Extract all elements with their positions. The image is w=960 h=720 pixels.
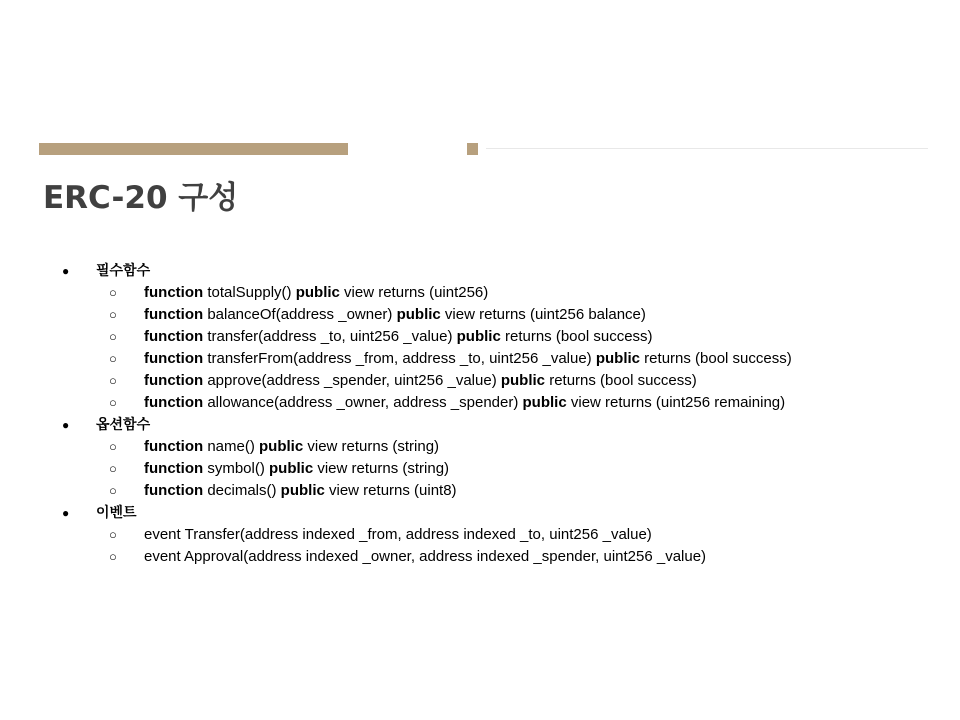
signature-text (144, 304, 646, 326)
sub-bullet-item (0, 282, 960, 304)
hollow-bullet-icon: ○ (109, 439, 117, 454)
accent-bar (39, 143, 348, 155)
code-text: transferFrom(address _from, address _to, uint256 _value) (203, 350, 596, 367)
signature-text (144, 436, 439, 458)
code-text: view returns (string) (303, 438, 440, 455)
keyword-text: function (144, 306, 204, 323)
code-text: view returns (uint8) (324, 482, 457, 499)
keyword-text: public (280, 482, 325, 499)
keyword-text: function (144, 482, 204, 499)
filled-bullet-icon: ● (62, 506, 70, 520)
hollow-bullet-icon: ○ (109, 461, 117, 476)
hollow-bullet-icon: ○ (109, 307, 117, 322)
sub-bullet-item (0, 546, 960, 568)
code-text: returns (bool success) (640, 350, 792, 367)
code-text: returns (bool success) (545, 372, 697, 389)
sub-bullet-item (0, 304, 960, 326)
keyword-text: public (456, 328, 501, 345)
signature-text (144, 546, 706, 568)
keyword-text: public (522, 394, 567, 411)
code-text: event Transfer(address indexed _from, address indexed _to, uint256 _value) (144, 526, 652, 543)
sub-bullet-item (0, 326, 960, 348)
hollow-bullet-icon: ○ (109, 549, 117, 564)
signature-text (144, 370, 697, 392)
hollow-bullet-icon: ○ (109, 395, 117, 410)
signature-text (144, 480, 457, 502)
keyword-text: public (396, 306, 441, 323)
keyword-text: public (500, 372, 546, 389)
bullet-heading: 필수함수 (96, 263, 151, 279)
hollow-bullet-icon: ○ (109, 483, 117, 498)
keyword-text: function (144, 394, 204, 411)
signature-text (144, 392, 785, 414)
code-text: event Approval(address indexed _owner, address indexed _spender, uint256 _value) (144, 548, 707, 565)
signature-text (144, 348, 792, 370)
accent-divider-line (486, 148, 928, 149)
code-text: transfer(address _to, uint256 _value) (203, 328, 457, 345)
hollow-bullet-icon: ○ (109, 351, 117, 366)
code-text: decimals() (203, 482, 281, 499)
bullet-list (0, 260, 960, 568)
hollow-bullet-icon: ○ (109, 285, 117, 300)
keyword-text: function (144, 372, 204, 389)
keyword-text: function (144, 284, 204, 301)
bullet-item (0, 414, 960, 436)
sub-bullet-item (0, 370, 960, 392)
keyword-text: public (295, 284, 340, 301)
signature-text (144, 326, 653, 348)
accent-square (467, 143, 478, 155)
signature-text (144, 282, 488, 304)
keyword-text: public (269, 460, 314, 477)
bullet-heading: 옵션함수 (96, 417, 151, 433)
bullet-item (0, 260, 960, 282)
code-text: view returns (uint256 balance) (440, 306, 646, 323)
bullet-section (0, 260, 960, 414)
bullet-section (0, 414, 960, 502)
sub-bullet-item (0, 436, 960, 458)
keyword-text: function (144, 350, 204, 367)
filled-bullet-icon: ● (62, 418, 70, 432)
code-text: balanceOf(address _owner) (203, 306, 397, 323)
slide-title: ERC-20 구성 (43, 180, 239, 216)
keyword-text: public (595, 350, 641, 367)
keyword-text: function (144, 460, 204, 477)
filled-bullet-icon: ● (62, 264, 70, 278)
hollow-bullet-icon: ○ (109, 373, 117, 388)
code-text: name() (203, 438, 260, 455)
code-text: view returns (uint256) (339, 284, 489, 301)
hollow-bullet-icon: ○ (109, 527, 117, 542)
signature-text (144, 458, 449, 480)
keyword-text: function (144, 438, 204, 455)
code-text: symbol() (203, 460, 269, 477)
code-text: allowance(address _owner, address _spender) (203, 394, 523, 411)
bullet-heading: 이벤트 (96, 505, 137, 521)
sub-bullet-item (0, 524, 960, 546)
bullet-section (0, 502, 960, 568)
signature-text (144, 524, 652, 546)
code-text: view returns (string) (313, 460, 450, 477)
code-text: approve(address _spender, uint256 _value) (203, 372, 501, 389)
sub-bullet-item (0, 480, 960, 502)
bullet-item (0, 502, 960, 524)
sub-bullet-item (0, 458, 960, 480)
code-text: returns (bool success) (500, 328, 653, 345)
keyword-text: function (144, 328, 204, 345)
keyword-text: public (259, 438, 304, 455)
sub-bullet-item (0, 392, 960, 414)
hollow-bullet-icon: ○ (109, 329, 117, 344)
code-text: totalSupply() (203, 284, 296, 301)
sub-bullet-item (0, 348, 960, 370)
code-text: view returns (uint256 remaining) (566, 394, 786, 411)
